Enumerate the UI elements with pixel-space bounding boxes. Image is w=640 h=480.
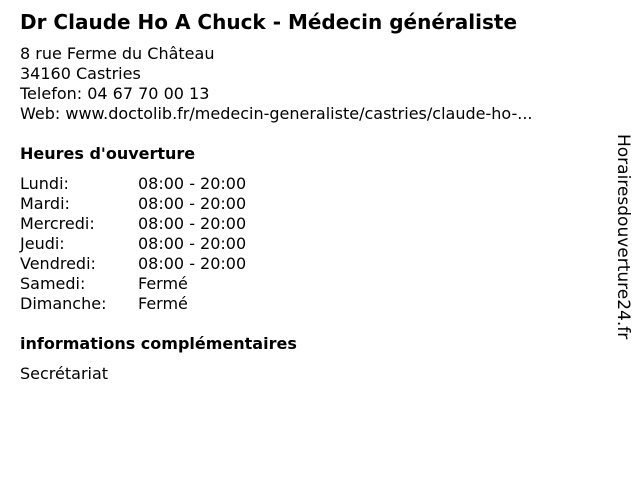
business-card bbox=[20, 10, 600, 384]
hours-value: 08:00 - 20:00 bbox=[138, 254, 247, 273]
page-title: Dr Claude Ho A Chuck - Médecin généraliste bbox=[20, 10, 518, 34]
phone-number: Telefon: 04 67 70 00 13 bbox=[20, 84, 210, 103]
day-label: Samedi: bbox=[20, 274, 86, 293]
hours-value: 08:00 - 20:00 bbox=[138, 174, 247, 193]
address-city: 34160 Castries bbox=[20, 64, 141, 83]
opening-hours-list bbox=[20, 174, 600, 314]
day-label: Jeudi: bbox=[20, 234, 65, 253]
website-link[interactable]: Web: www.doctolib.fr/medecin-generaliste/castries/claude-ho-... bbox=[20, 104, 533, 123]
additional-info-heading: informations complémentaires bbox=[20, 334, 297, 353]
additional-info-text: Secrétariat bbox=[20, 364, 109, 383]
day-label: Vendredi: bbox=[20, 254, 96, 273]
hours-value: Fermé bbox=[138, 274, 188, 293]
hours-row-saturday bbox=[20, 274, 600, 294]
hours-row-tuesday bbox=[20, 194, 600, 214]
site-watermark: Horairesdouverture24.fr bbox=[613, 134, 633, 340]
address-street: 8 rue Ferme du Château bbox=[20, 44, 215, 63]
hours-row-monday bbox=[20, 174, 600, 194]
hours-value: 08:00 - 20:00 bbox=[138, 194, 247, 213]
hours-row-thursday bbox=[20, 234, 600, 254]
hours-value: Fermé bbox=[138, 294, 188, 313]
hours-row-sunday bbox=[20, 294, 600, 314]
opening-hours-heading: Heures d'ouverture bbox=[20, 144, 196, 163]
hours-value: 08:00 - 20:00 bbox=[138, 234, 247, 253]
hours-row-wednesday bbox=[20, 214, 600, 234]
day-label: Mercredi: bbox=[20, 214, 95, 233]
hours-row-friday bbox=[20, 254, 600, 274]
day-label: Mardi: bbox=[20, 194, 70, 213]
day-label: Dimanche: bbox=[20, 294, 107, 313]
hours-value: 08:00 - 20:00 bbox=[138, 214, 247, 233]
day-label: Lundi: bbox=[20, 174, 69, 193]
